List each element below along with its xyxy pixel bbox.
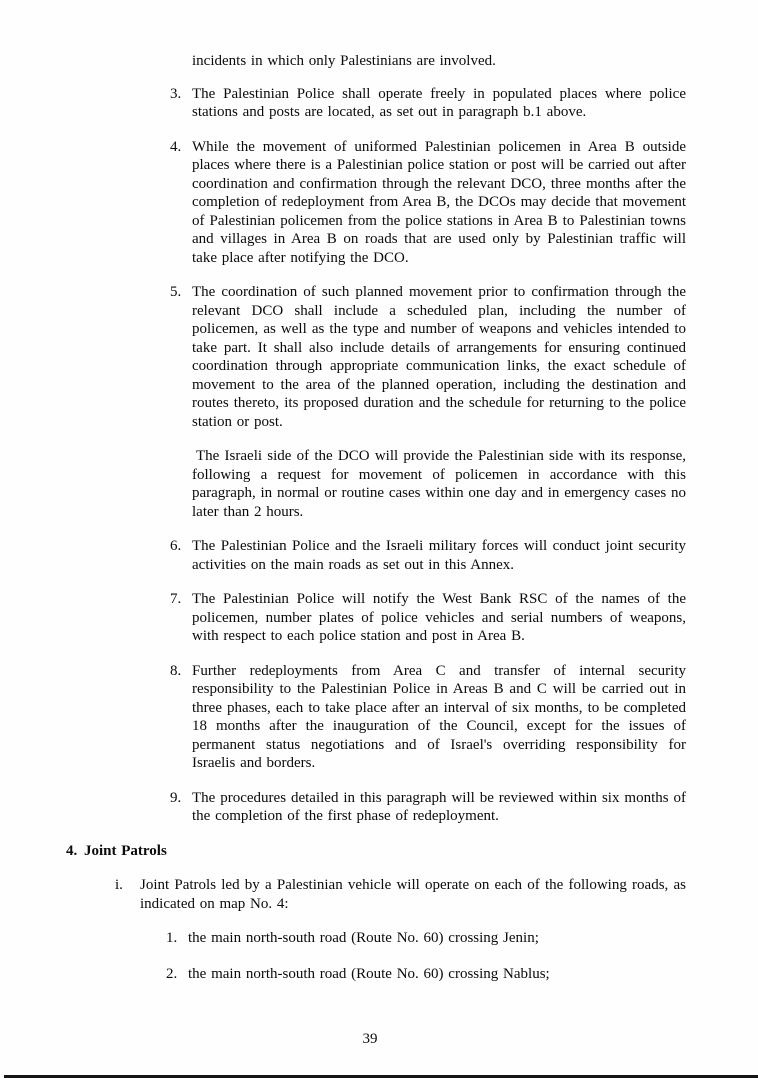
- item-number: 9.: [170, 789, 182, 806]
- list-item-9: [170, 789, 686, 826]
- road-text: the main north-south road (Route No. 60) crossing Jenin;: [188, 930, 539, 946]
- item-text: While the movement of uniformed Palestinian policemen in Area B outside places where there is a Palestinian police station or post will be carried out after coordination and confirmation through the relevant DCO, three months after the completion of redeployment from Area B, the DCOs may decide that movement of Palestinian policemen from the police stations in Area B to Palestinian towns and villages in Area B on roads that are used only by Palestinian traffic will take place after notifying the DCO.: [192, 138, 686, 266]
- document-content: [0, 52, 758, 1000]
- item-text: The Palestinian Police will notify the West Bank RSC of the names of the policemen, number plates of police vehicles and serial numbers of weapons, with respect to each police station and post in Area B.: [192, 591, 686, 644]
- subitem-text: Joint Patrols led by a Palestinian vehicle will operate on each of the following roads, as indicated on map No. 4:: [140, 877, 686, 912]
- list-item-4: [170, 138, 686, 268]
- item-text: The Palestinian Police and the Israeli military forces will conduct joint security activities on the main roads as set out in this Annex.: [192, 538, 686, 573]
- list-item-7: [170, 590, 686, 646]
- item-number: 4.: [170, 138, 182, 155]
- list-item-8: [170, 662, 686, 773]
- list-item-6: [170, 537, 686, 574]
- item-text: The procedures detailed in this paragraph will be reviewed within six months of the completion of the first phase of redeployment.: [192, 789, 686, 824]
- section-title: Joint Patrols: [84, 842, 167, 859]
- list-item-5: [170, 283, 686, 521]
- road-number: 1.: [166, 930, 178, 946]
- page-number: 39: [362, 1030, 378, 1047]
- list-item-3: [170, 85, 686, 122]
- item-text: Further redeployments from Area C and transfer of internal security responsibility to the Palestinian Police in Areas B and C will be carried out in three phases, each to take place after an interval of six months, to be completed 18 months after the inauguration of the Council, except for the issues of permanent status negotiations and of Israel's overriding responsibility for Israelis and borders.: [192, 662, 686, 771]
- item-text: The coordination of such planned movement prior to confirmation through the relevant DCO shall include a scheduled plan, including the number of policemen, as well as the type and number of weapons and vehicles intended to take part. It shall also include details of arrangements for ensuring continued coordination through appropriate communication links, the exact schedule of movement to the area of the planned operation, including the destination and routes thereto, its proposed duration and the schedule for returning to the police station or post.: [192, 284, 686, 430]
- item-number: 7.: [170, 591, 182, 607]
- item-number: 5.: [170, 284, 182, 300]
- road-number: 2.: [166, 965, 178, 982]
- road-item-2: [166, 965, 686, 984]
- subitem-number: i.: [115, 877, 123, 893]
- continuation-line: incidents in which only Palestinians are involved.: [192, 53, 496, 69]
- subitem-i: [115, 876, 686, 913]
- item-number: 8.: [170, 662, 182, 679]
- item-number: 3.: [170, 85, 182, 102]
- section-heading-joint-patrols: [66, 842, 758, 861]
- item-text: The Palestinian Police shall operate freely in populated places where police stations and posts are located, as set out in paragraph b.1 above.: [192, 85, 686, 120]
- road-text: the main north-south road (Route No. 60) crossing Nablus;: [188, 965, 550, 982]
- item-text-continued: The Israeli side of the DCO will provide the Palestinian side with its response, following a request for movement of policemen in accordance with this paragraph, in normal or routine cases within one day and in emergency cases no later than 2 hours.: [192, 448, 686, 520]
- item-number: 6.: [170, 538, 182, 554]
- section-number: 4.: [66, 842, 78, 859]
- road-item-1: [166, 929, 686, 948]
